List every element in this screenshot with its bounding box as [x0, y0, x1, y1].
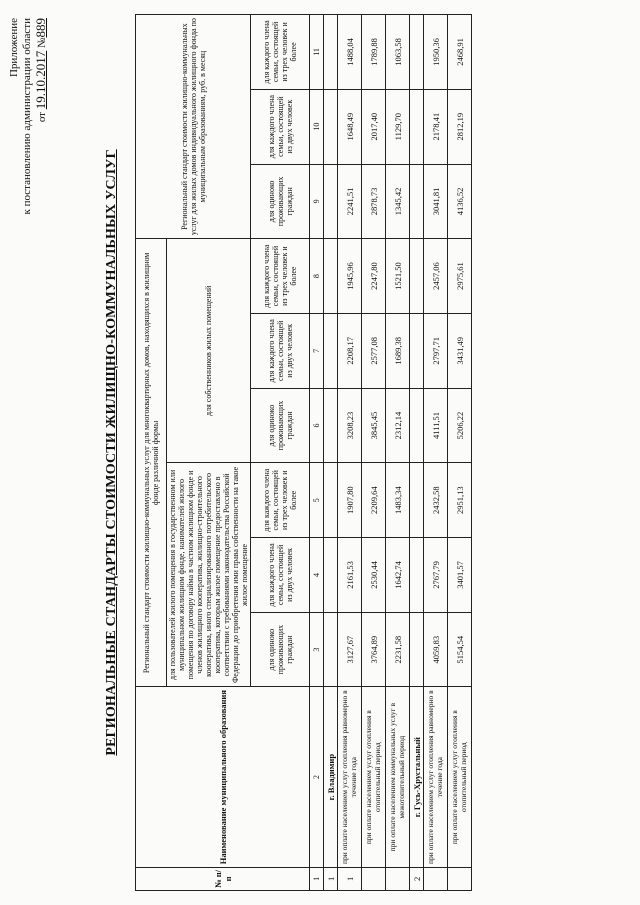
- header-group-users: для пользователей жилого помещения в государственном или муниципальном жилищном фонде, нанимателей жилого помещения по договору найма в частном жилищном фонде и членов жилищного кооператива, жилищно-строительного кооператива, иного специализированного потребительского кооператива, которым жилое помещение предоставлено в соответствии с требованиями законодательства Российской Федерации до приобретения ими права собственности на такое жилое помещение: [167, 463, 251, 687]
- appendix-title: Приложение: [8, 18, 20, 78]
- subheader-three: для каждого члена семьи, состоящей из трех человек и более: [251, 15, 310, 90]
- value-cell: 3208,23: [338, 388, 362, 463]
- column-index-cell: 9: [310, 164, 324, 239]
- empty-cell: [324, 164, 338, 239]
- empty-cell: [410, 15, 424, 90]
- column-index-cell: 4: [310, 538, 324, 613]
- value-cell: 2951,13: [448, 463, 472, 538]
- table-row: [338, 15, 362, 891]
- value-cell: 3845,45: [362, 388, 386, 463]
- empty-cell: [324, 239, 338, 314]
- subheader-three: для каждого члена семьи, состоящей из трех человек и более: [251, 463, 310, 538]
- value-cell: 1689,38: [386, 313, 410, 388]
- value-cell: 2812,19: [448, 89, 472, 164]
- table-row: [362, 15, 386, 891]
- subheader-three: для каждого члена семьи, состоящей из трех человек и более: [251, 239, 310, 314]
- column-index-cell: 3: [310, 612, 324, 687]
- value-cell: 1642,74: [386, 538, 410, 613]
- table-row: [448, 15, 472, 891]
- value-cell: 1483,34: [386, 463, 410, 538]
- value-cell: 2178,41: [424, 89, 448, 164]
- value-cell: 2208,17: [338, 313, 362, 388]
- empty-cell: [410, 388, 424, 463]
- empty-cell: [324, 89, 338, 164]
- value-cell: 2975,61: [448, 239, 472, 314]
- empty-cell: [324, 612, 338, 687]
- empty-cell: [410, 89, 424, 164]
- value-cell: 2878,73: [362, 164, 386, 239]
- value-cell: 5154,54: [448, 612, 472, 687]
- value-cell: 1521,50: [386, 239, 410, 314]
- header-group-private: Региональный стандарт стоимости жилищно-коммунальных услуг для жилых домов индивидуального жилищного фонда по муниципальным образованиям, руб. в месяц: [136, 15, 251, 239]
- value-cell: 2457,06: [424, 239, 448, 314]
- value-cell: 1950,36: [424, 15, 448, 90]
- value-cell: 3401,57: [448, 538, 472, 613]
- appendix-reference: к постановлению администрации области: [21, 18, 33, 215]
- payment-mode-label: при оплате населением услуг отопления в отопительный период: [362, 687, 386, 867]
- row-number: 1: [338, 867, 362, 890]
- empty-cell: [410, 463, 424, 538]
- row-number: [362, 867, 386, 890]
- value-cell: 1945,96: [338, 239, 362, 314]
- appendix-date-line: от 19.10.2017 №889: [33, 18, 48, 123]
- value-cell: 2231,58: [386, 612, 410, 687]
- value-cell: 2432,58: [424, 463, 448, 538]
- column-index-cell: 5: [310, 463, 324, 538]
- municipality-name: г. Гусь-Хрустальный: [410, 687, 424, 867]
- value-cell: 3041,81: [424, 164, 448, 239]
- column-index-cell: 7: [310, 313, 324, 388]
- column-index-cell: 1: [310, 867, 324, 890]
- column-index-cell: 2: [310, 687, 324, 867]
- value-cell: 2577,08: [362, 313, 386, 388]
- column-index-cell: 8: [310, 239, 324, 314]
- value-cell: 3764,89: [362, 612, 386, 687]
- payment-mode-label: при оплате населением коммунальных услуг в межотопительный период: [386, 687, 410, 867]
- header-group-owners: для собственников жилых помещений: [167, 239, 251, 463]
- row-number: [424, 867, 448, 890]
- value-cell: 1345,42: [386, 164, 410, 239]
- table-row: [386, 15, 410, 891]
- column-index-row: [310, 15, 324, 891]
- empty-cell: [410, 612, 424, 687]
- subheader-two: для каждого члена семьи, состоящей из двух человек: [251, 538, 310, 613]
- payment-mode-label: при оплате населением услуг отопления в отопительный период: [448, 687, 472, 867]
- subheader-single: для одиноко проживающих граждан: [251, 164, 310, 239]
- empty-cell: [410, 538, 424, 613]
- value-cell: 2209,64: [362, 463, 386, 538]
- empty-cell: [324, 313, 338, 388]
- value-cell: 2468,91: [448, 15, 472, 90]
- value-cell: 2797,71: [424, 313, 448, 388]
- empty-cell: [410, 313, 424, 388]
- subheader-single: для одиноко проживающих граждан: [251, 612, 310, 687]
- value-cell: 1063,58: [386, 15, 410, 90]
- table-body: [136, 15, 472, 891]
- section-row: [324, 15, 338, 891]
- payment-mode-label: при оплате населением услуг отопления равномерно в течение года: [338, 687, 362, 867]
- empty-cell: [324, 538, 338, 613]
- row-number: [386, 867, 410, 890]
- standards-table: [135, 14, 472, 891]
- value-cell: 4059,83: [424, 612, 448, 687]
- empty-cell: [324, 463, 338, 538]
- value-cell: 1789,88: [362, 15, 386, 90]
- value-cell: 4136,52: [448, 164, 472, 239]
- appendix-date: 19.10.2017: [33, 50, 48, 110]
- header-group-multi: Региональный стандарт стоимости жилищно-коммунальных услуг для многоквартирных домов, находящихся в жилищном фонде различной формы: [136, 239, 167, 687]
- table-row: [424, 15, 448, 891]
- value-cell: 1129,70: [386, 89, 410, 164]
- appendix-block: [8, 18, 49, 215]
- column-index-cell: 11: [310, 15, 324, 90]
- subheader-single: для одиноко проживающих граждан: [251, 388, 310, 463]
- value-cell: 1488,04: [338, 15, 362, 90]
- empty-cell: [410, 239, 424, 314]
- value-cell: 3127,67: [338, 612, 362, 687]
- header-col-name: Наименование муниципального образования: [136, 687, 310, 867]
- value-cell: 3431,49: [448, 313, 472, 388]
- subheader-two: для каждого члена семьи, состоящей из двух человек: [251, 89, 310, 164]
- value-cell: 2241,51: [338, 164, 362, 239]
- value-cell: 1648,49: [338, 89, 362, 164]
- column-index-cell: 6: [310, 388, 324, 463]
- value-cell: 2161,53: [338, 538, 362, 613]
- value-cell: 2530,44: [362, 538, 386, 613]
- document-title: РЕГИОНАЛЬНЫЕ СТАНДАРТЫ СТОИМОСТИ ЖИЛИЩНО-КОММУНАЛЬНЫХ УСЛУГ: [104, 149, 119, 756]
- header-col-num: № п/п: [136, 867, 310, 890]
- column-index-cell: 10: [310, 89, 324, 164]
- value-cell: 5206,22: [448, 388, 472, 463]
- empty-cell: [410, 164, 424, 239]
- subheader-two: для каждого члена семьи, состоящей из двух человек: [251, 313, 310, 388]
- municipality-name: г. Владимир: [324, 687, 338, 867]
- value-cell: 2312,14: [386, 388, 410, 463]
- value-cell: 2247,80: [362, 239, 386, 314]
- payment-mode-label: при оплате населением услуг отопления равномерно в течение года: [424, 687, 448, 867]
- value-cell: 2017,40: [362, 89, 386, 164]
- value-cell: 4111,51: [424, 388, 448, 463]
- section-number: 2: [410, 867, 424, 890]
- section-row: [410, 15, 424, 891]
- section-number: 1: [324, 867, 338, 890]
- appendix-number: 889: [33, 18, 48, 38]
- empty-cell: [324, 15, 338, 90]
- row-number: [448, 867, 472, 890]
- value-cell: 1907,80: [338, 463, 362, 538]
- empty-cell: [324, 388, 338, 463]
- value-cell: 2767,79: [424, 538, 448, 613]
